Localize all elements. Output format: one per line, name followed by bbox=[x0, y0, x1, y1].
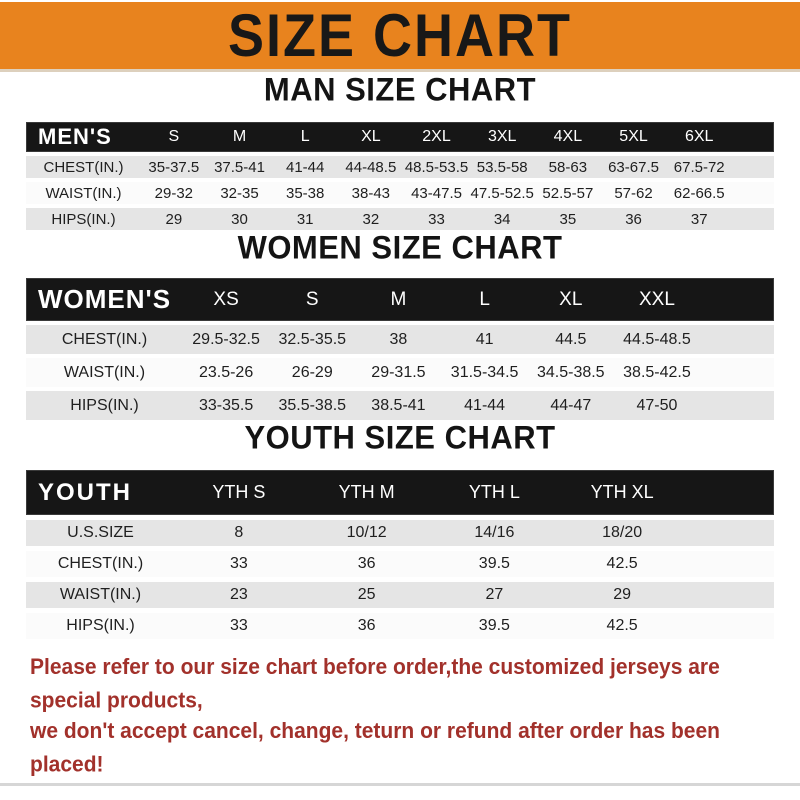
women-column-header: XS bbox=[213, 288, 239, 310]
women-data-row bbox=[26, 325, 774, 354]
men-cell: 37.5-41 bbox=[214, 158, 265, 176]
men-cell: 57-62 bbox=[614, 184, 653, 202]
youth-data-row bbox=[26, 582, 774, 608]
women-cell: 31.5-34.5 bbox=[450, 363, 519, 381]
youth-cell: 39.5 bbox=[478, 617, 510, 634]
men-row-label: CHEST(IN.) bbox=[43, 158, 124, 176]
men-table-label: MEN'S bbox=[38, 124, 112, 149]
men-column-header: 6XL bbox=[684, 128, 714, 145]
youth-cell: 18/20 bbox=[602, 524, 643, 541]
women-column-header: XXL bbox=[638, 288, 675, 310]
women-cell: 41 bbox=[475, 330, 494, 348]
men-row-label: WAIST(IN.) bbox=[45, 184, 122, 202]
women-column-header: S bbox=[305, 288, 319, 310]
women-cell: 44-47 bbox=[550, 396, 592, 414]
women-cell: 38.5-42.5 bbox=[623, 363, 691, 381]
men-size-table bbox=[26, 122, 774, 230]
women-section bbox=[0, 230, 800, 420]
women-cell: 29-31.5 bbox=[371, 363, 426, 381]
men-cell: 29 bbox=[165, 210, 183, 228]
youth-cells bbox=[175, 555, 774, 573]
men-cell: 31 bbox=[296, 210, 314, 228]
youth-table-label: YOUTH bbox=[38, 478, 132, 506]
youth-cell: 36 bbox=[357, 617, 376, 634]
youth-cell: 42.5 bbox=[606, 555, 638, 572]
youth-cell: 10/12 bbox=[346, 524, 387, 541]
women-cell: 38.5-41 bbox=[371, 396, 426, 414]
banner-title: SIZE CHART bbox=[228, 1, 572, 70]
youth-row-label: CHEST(IN.) bbox=[57, 555, 144, 572]
men-cell: 33 bbox=[428, 210, 445, 228]
youth-cell: 36 bbox=[357, 555, 376, 572]
men-cell: 47.5-52.5 bbox=[470, 184, 534, 202]
women-cell: 23.5-26 bbox=[198, 363, 254, 381]
youth-cell: 27 bbox=[485, 586, 504, 603]
women-cells bbox=[183, 289, 774, 311]
men-cell: 67.5-72 bbox=[673, 158, 725, 176]
youth-heading: YOUTH SIZE CHART bbox=[244, 419, 556, 456]
youth-column-header: YTH L bbox=[468, 482, 520, 502]
men-column-header: 5XL bbox=[619, 128, 648, 145]
women-row-label: CHEST(IN.) bbox=[61, 330, 148, 348]
youth-row-label: WAIST(IN.) bbox=[59, 586, 142, 603]
youth-row-label: HIPS(IN.) bbox=[66, 617, 135, 634]
men-section bbox=[0, 72, 800, 230]
youth-row-label: U.S.SIZE bbox=[67, 524, 134, 541]
youth-cell: 42.5 bbox=[606, 617, 638, 634]
men-header-row bbox=[26, 122, 774, 152]
men-data-row bbox=[26, 156, 774, 178]
disclaimer-line-1: Please refer to our size chart before order,the customized jerseys are special products, bbox=[30, 655, 720, 713]
men-heading: MAN SIZE CHART bbox=[263, 71, 537, 108]
women-header-row bbox=[26, 278, 774, 321]
men-cell: 32 bbox=[362, 210, 380, 228]
women-cell: 44.5 bbox=[555, 330, 587, 348]
women-data-row bbox=[26, 391, 774, 420]
women-cells bbox=[183, 397, 774, 415]
men-cell: 43-47.5 bbox=[411, 184, 462, 202]
women-cell: 41-44 bbox=[464, 396, 506, 414]
men-cell: 35 bbox=[559, 210, 577, 228]
men-cells bbox=[141, 128, 774, 146]
men-cell: 58-63 bbox=[548, 158, 588, 176]
youth-cell: 8 bbox=[234, 524, 244, 541]
men-row-label: HIPS(IN.) bbox=[51, 210, 116, 228]
women-row-label: WAIST(IN.) bbox=[63, 363, 146, 381]
youth-cell: 39.5 bbox=[478, 555, 510, 572]
men-cell: 36 bbox=[625, 210, 642, 228]
men-column-header: 4XL bbox=[553, 128, 583, 145]
women-cell: 47-50 bbox=[636, 396, 678, 414]
men-data-row bbox=[26, 182, 774, 204]
women-column-header: M bbox=[390, 288, 407, 310]
youth-cells bbox=[175, 524, 774, 542]
youth-cells bbox=[175, 482, 774, 503]
men-cell: 37 bbox=[690, 210, 708, 228]
men-cell: 32-35 bbox=[220, 184, 259, 202]
men-column-header: M bbox=[232, 128, 247, 145]
women-cell: 44.5-48.5 bbox=[623, 330, 691, 348]
men-cell: 35-38 bbox=[285, 184, 325, 202]
youth-size-table bbox=[26, 470, 774, 639]
men-data-row bbox=[26, 208, 774, 230]
men-cell: 35-37.5 bbox=[148, 158, 200, 176]
banner bbox=[0, 0, 800, 72]
youth-section bbox=[0, 420, 800, 639]
men-cell: 63-67.5 bbox=[608, 158, 659, 176]
men-cell: 30 bbox=[231, 210, 248, 228]
youth-cell: 25 bbox=[357, 586, 376, 603]
youth-data-row bbox=[26, 613, 774, 639]
men-column-header: XL bbox=[361, 128, 381, 145]
men-cells bbox=[141, 185, 774, 202]
youth-cell: 29 bbox=[613, 586, 632, 603]
women-cell: 33-35.5 bbox=[198, 396, 254, 414]
disclaimer-line-2: we don't accept cancel, change, teturn or refund after order has been placed! bbox=[30, 719, 720, 777]
men-cell: 52.5-57 bbox=[542, 184, 594, 202]
women-column-header: L bbox=[479, 288, 490, 310]
men-cells bbox=[141, 159, 774, 176]
women-cell: 29.5-32.5 bbox=[192, 330, 260, 348]
women-row-label: HIPS(IN.) bbox=[70, 396, 139, 414]
men-column-header: 2XL bbox=[422, 128, 451, 145]
disclaimer bbox=[0, 651, 800, 779]
men-cell: 62-66.5 bbox=[673, 184, 725, 202]
men-column-header: 3XL bbox=[487, 128, 517, 145]
women-cells bbox=[183, 364, 774, 382]
men-cell: 41-44 bbox=[285, 158, 325, 176]
women-cell: 35.5-38.5 bbox=[278, 396, 347, 414]
women-cell: 34.5-38.5 bbox=[536, 363, 605, 381]
women-cell: 32.5-35.5 bbox=[278, 330, 347, 348]
men-cell: 29-32 bbox=[154, 184, 194, 202]
youth-cell: 14/16 bbox=[474, 524, 515, 541]
youth-cell: 33 bbox=[229, 555, 248, 572]
men-column-header: L bbox=[300, 128, 310, 145]
men-cell: 44-48.5 bbox=[345, 158, 397, 176]
youth-column-header: YTH M bbox=[338, 482, 395, 502]
youth-cells bbox=[175, 586, 774, 604]
women-data-row bbox=[26, 358, 774, 387]
youth-column-header: YTH XL bbox=[590, 482, 654, 502]
men-cell: 38-43 bbox=[351, 184, 391, 202]
men-cell: 48.5-53.5 bbox=[404, 158, 469, 176]
men-cell: 53.5-58 bbox=[476, 158, 528, 176]
women-size-table bbox=[26, 278, 774, 420]
women-cell: 38 bbox=[389, 330, 408, 348]
men-cells bbox=[141, 211, 774, 228]
women-table-label: WOMEN'S bbox=[38, 284, 172, 314]
women-heading: WOMEN SIZE CHART bbox=[237, 229, 563, 266]
bottom-divider bbox=[0, 783, 800, 786]
men-column-header: S bbox=[168, 128, 180, 145]
youth-column-header: YTH S bbox=[212, 482, 266, 502]
women-column-header: XL bbox=[559, 288, 583, 310]
youth-data-row bbox=[26, 520, 774, 546]
women-cell: 26-29 bbox=[291, 363, 333, 381]
youth-header-row bbox=[26, 470, 774, 515]
youth-cell: 23 bbox=[229, 586, 248, 603]
youth-cells bbox=[175, 617, 774, 635]
women-cells bbox=[183, 331, 774, 349]
youth-cell: 33 bbox=[229, 617, 248, 634]
youth-data-row bbox=[26, 551, 774, 577]
men-cell: 34 bbox=[493, 210, 511, 228]
